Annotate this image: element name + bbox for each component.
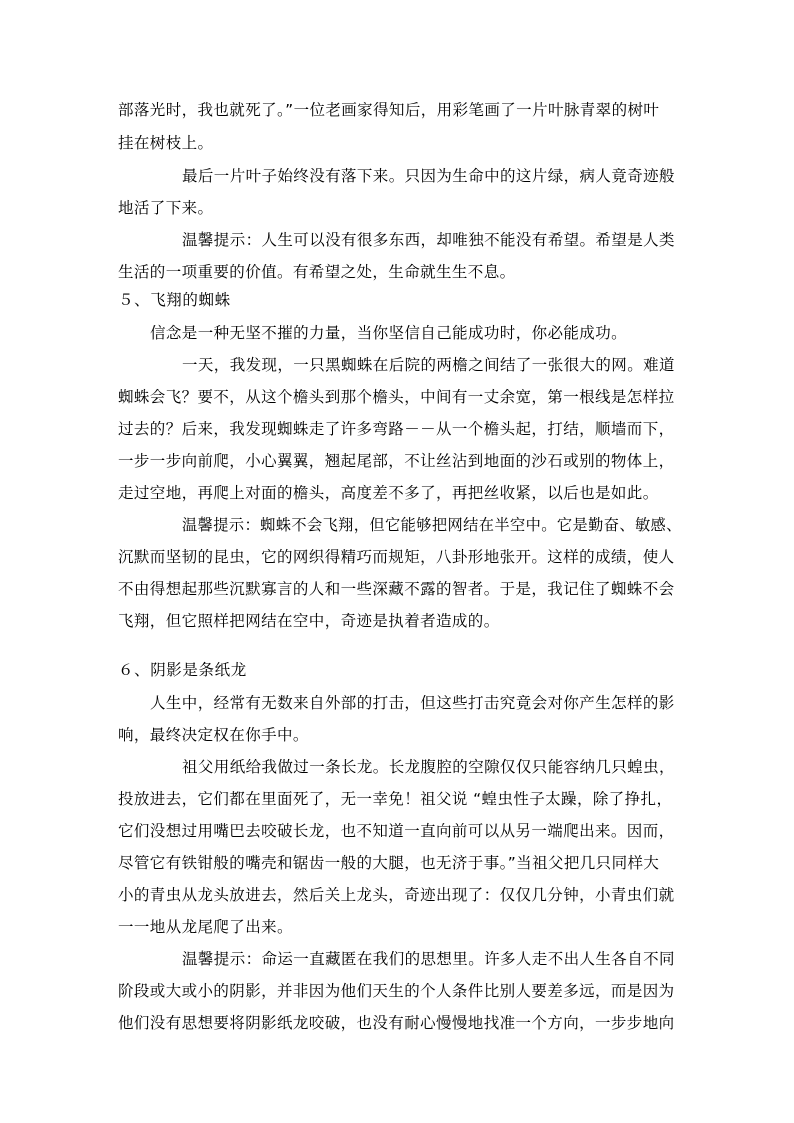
text-line: 沉默而坚韧的昆虫，它的网织得精巧而规矩，八卦形地张开。这样的成绩，使人 [118,548,675,566]
text-line: 人生中，经常有无数来自外部的打击，但这些打击究竟会对你产生怎样的影 [150,694,675,712]
text-line: 祖父用纸给我做过一条长龙。长龙腹腔的空隙仅仅只能容纳几只蝗虫， [182,758,675,776]
text-line: 温馨提示：命运一直藏匿在我们的思想里。许多人走不出人生各自不同 [182,950,675,968]
text-line: 一步一步向前爬，小心翼翼，翘起尾部，不让丝沾到地面的沙石或别的物体上， [118,452,675,470]
text-line: 温馨提示：蜘蛛不会飞翔，但它能够把网结在半空中。它是勤奋、敏感、 [182,516,682,534]
text-line: 一一地从龙尾爬了出来。 [118,918,293,936]
text-line: 投放进去，它们都在里面死了，无一幸免！祖父说 “蝗虫性子太躁，除了挣扎， [118,790,673,808]
text-line: 一天，我发现，一只黑蜘蛛在后院的两檐之间结了一张很大的网。难道 [182,356,675,374]
section-heading: ５、飞翔的蜘蛛 [118,291,231,309]
text-line: 蜘蛛会飞？要不，从这个檐头到那个檐头，中间有一丈余宽，第一根线是怎样拉 [118,388,675,406]
text-line: 最后一片叶子始终没有落下来。只因为生命中的这片绿，病人竟奇迹般 [182,167,675,185]
text-line: 挂在树枝上。 [118,134,214,152]
text-line: 信念是一种无坚不摧的力量，当你坚信自己能成功时，你必能成功。 [150,324,628,342]
text-line: 温馨提示：人生可以没有很多东西，却唯独不能没有希望。希望是人类 [182,231,675,249]
text-line: 小的青虫从龙头放进去，然后关上龙头，奇迹出现了：仅仅几分钟，小青虫们就 [118,886,675,904]
text-line: 部落光时，我也就死了。”一位老画家得知后，用彩笔画了一片叶脉青翠的树叶 [118,101,660,119]
text-line: 地活了下来。 [118,199,214,217]
text-line: 他们没有思想要将阴影纸龙咬破，也没有耐心慢慢地找准一个方向，一步步地向 [118,1014,675,1032]
text-line: 过去的？后来，我发现蜘蛛走了许多弯路－－从一个檐头起，打结，顺墙而下， [118,420,675,438]
text-line: 响，最终决定权在你手中。 [118,726,309,744]
text-line: 走过空地，再爬上对面的檐头，高度差不多了，再把丝收紧，以后也是如此。 [118,484,659,502]
text-line: 飞翔，但它照样把网结在空中，奇迹是执着者造成的。 [118,612,500,630]
text-line: 尽管它有铁钳般的嘴壳和锯齿一般的大腿，也无济于事。”当祖父把几只同样大 [118,854,660,872]
text-line: 阶段或大或小的阴影，并非因为他们天生的个人条件比别人要差多远，而是因为 [118,982,675,1000]
text-line: 不由得想起那些沉默寡言的人和一些深藏不露的智者。于是，我记住了蜘蛛不会 [118,580,675,598]
text-line: 生活的一项重要的价值。有希望之处，生命就生生不息。 [118,263,516,281]
text-line: 它们没想过用嘴巴去咬破长龙，也不知道一直向前可以从另一端爬出来。因而， [118,822,675,840]
section-heading: ６、阴影是条纸龙 [118,661,247,679]
